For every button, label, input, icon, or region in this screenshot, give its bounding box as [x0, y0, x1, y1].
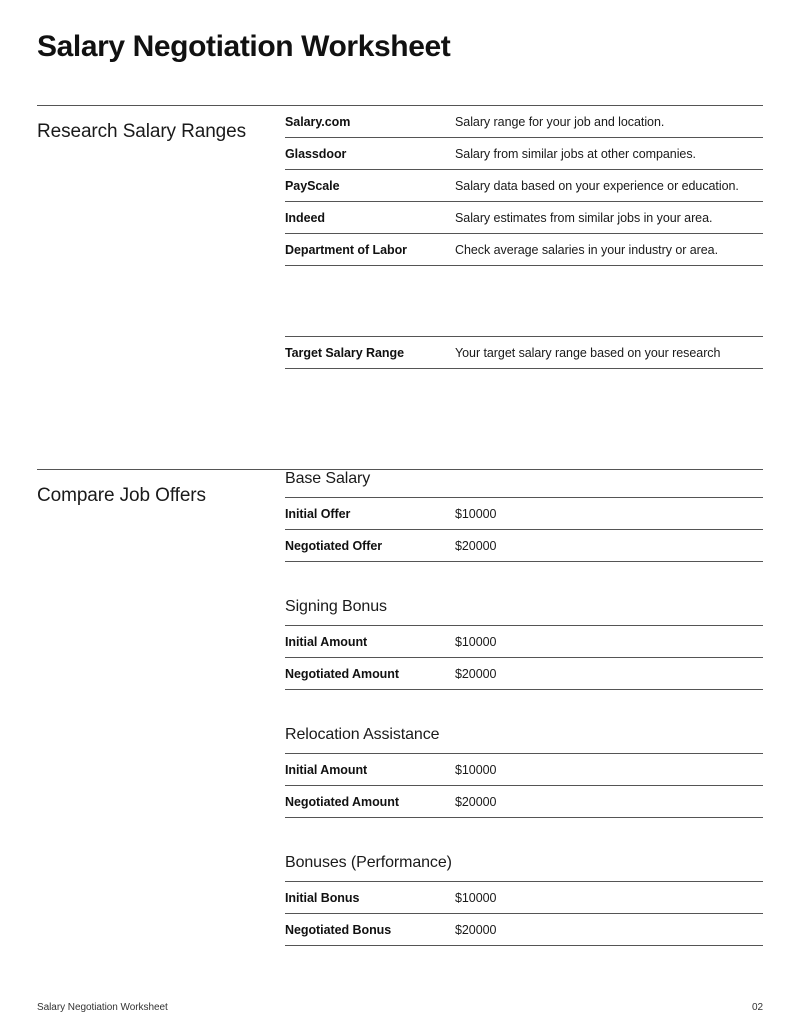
base-salary-table — [285, 498, 763, 562]
table-row[interactable] — [285, 658, 763, 690]
subgroup-heading: Relocation Assistance — [285, 726, 763, 754]
offer-label: Negotiated Amount — [285, 658, 455, 690]
table-row[interactable] — [285, 138, 763, 170]
section-heading-research: Research Salary Ranges — [37, 121, 247, 142]
target-salary-range-value: Your target salary range based on your research — [455, 337, 763, 369]
table-row[interactable] — [285, 337, 763, 369]
subgroup-heading: Base Salary — [285, 470, 763, 498]
source-label: Glassdoor — [285, 138, 455, 170]
source-label: Salary.com — [285, 106, 455, 138]
table-row[interactable] — [285, 170, 763, 202]
source-label: PayScale — [285, 170, 455, 202]
offer-label: Negotiated Offer — [285, 530, 455, 562]
subgroup-heading: Bonuses (Performance) — [285, 854, 763, 882]
footer-page-number: 02 — [751, 1002, 763, 1013]
subgroup-relocation-assistance — [285, 726, 763, 818]
source-description: Salary from similar jobs at other companies. — [455, 138, 763, 170]
offer-value: $20000 — [455, 530, 763, 562]
section-research-salary-ranges — [37, 105, 763, 369]
table-row[interactable] — [285, 530, 763, 562]
table-row[interactable] — [285, 106, 763, 138]
source-label: Department of Labor — [285, 234, 455, 266]
offer-value: $10000 — [455, 882, 763, 914]
offer-value: $20000 — [455, 914, 763, 946]
signing-bonus-table — [285, 626, 763, 690]
section-heading-compare: Compare Job Offers — [37, 485, 206, 506]
offer-value: $20000 — [455, 786, 763, 818]
subgroup-heading: Signing Bonus — [285, 598, 763, 626]
source-label: Indeed — [285, 202, 455, 234]
bonuses-performance-table — [285, 882, 763, 946]
target-salary-range-block — [285, 336, 763, 369]
research-sources-table — [285, 106, 763, 266]
footer-title: Salary Negotiation Worksheet — [37, 1002, 168, 1013]
table-row[interactable] — [285, 234, 763, 266]
offer-label: Negotiated Bonus — [285, 914, 455, 946]
offer-value: $20000 — [455, 658, 763, 690]
target-salary-range-table — [285, 336, 763, 369]
section-compare-job-offers — [37, 469, 763, 946]
offer-value: $10000 — [455, 498, 763, 530]
offer-label: Initial Amount — [285, 754, 455, 786]
target-salary-range-label: Target Salary Range — [285, 337, 455, 369]
source-description: Check average salaries in your industry or area. — [455, 234, 763, 266]
subgroup-base-salary — [285, 470, 763, 562]
subgroup-bonuses-performance — [285, 854, 763, 946]
source-description: Salary range for your job and location. — [455, 106, 763, 138]
table-row[interactable] — [285, 754, 763, 786]
relocation-assistance-table — [285, 754, 763, 818]
offer-value: $10000 — [455, 626, 763, 658]
table-row[interactable] — [285, 202, 763, 234]
table-row[interactable] — [285, 786, 763, 818]
section-spacer — [37, 369, 763, 469]
offer-label: Initial Amount — [285, 626, 455, 658]
compare-content — [285, 470, 763, 946]
offer-value: $10000 — [455, 754, 763, 786]
page-footer — [37, 1002, 763, 1013]
offer-label: Negotiated Amount — [285, 786, 455, 818]
subgroup-signing-bonus — [285, 598, 763, 690]
table-row[interactable] — [285, 498, 763, 530]
source-description: Salary estimates from similar jobs in your area. — [455, 202, 763, 234]
source-description: Salary data based on your experience or education. — [455, 170, 763, 202]
table-row[interactable] — [285, 626, 763, 658]
research-content — [285, 106, 763, 369]
table-row[interactable] — [285, 914, 763, 946]
page-title: Salary Negotiation Worksheet — [37, 30, 451, 63]
offer-label: Initial Offer — [285, 498, 455, 530]
offer-label: Initial Bonus — [285, 882, 455, 914]
table-row[interactable] — [285, 882, 763, 914]
